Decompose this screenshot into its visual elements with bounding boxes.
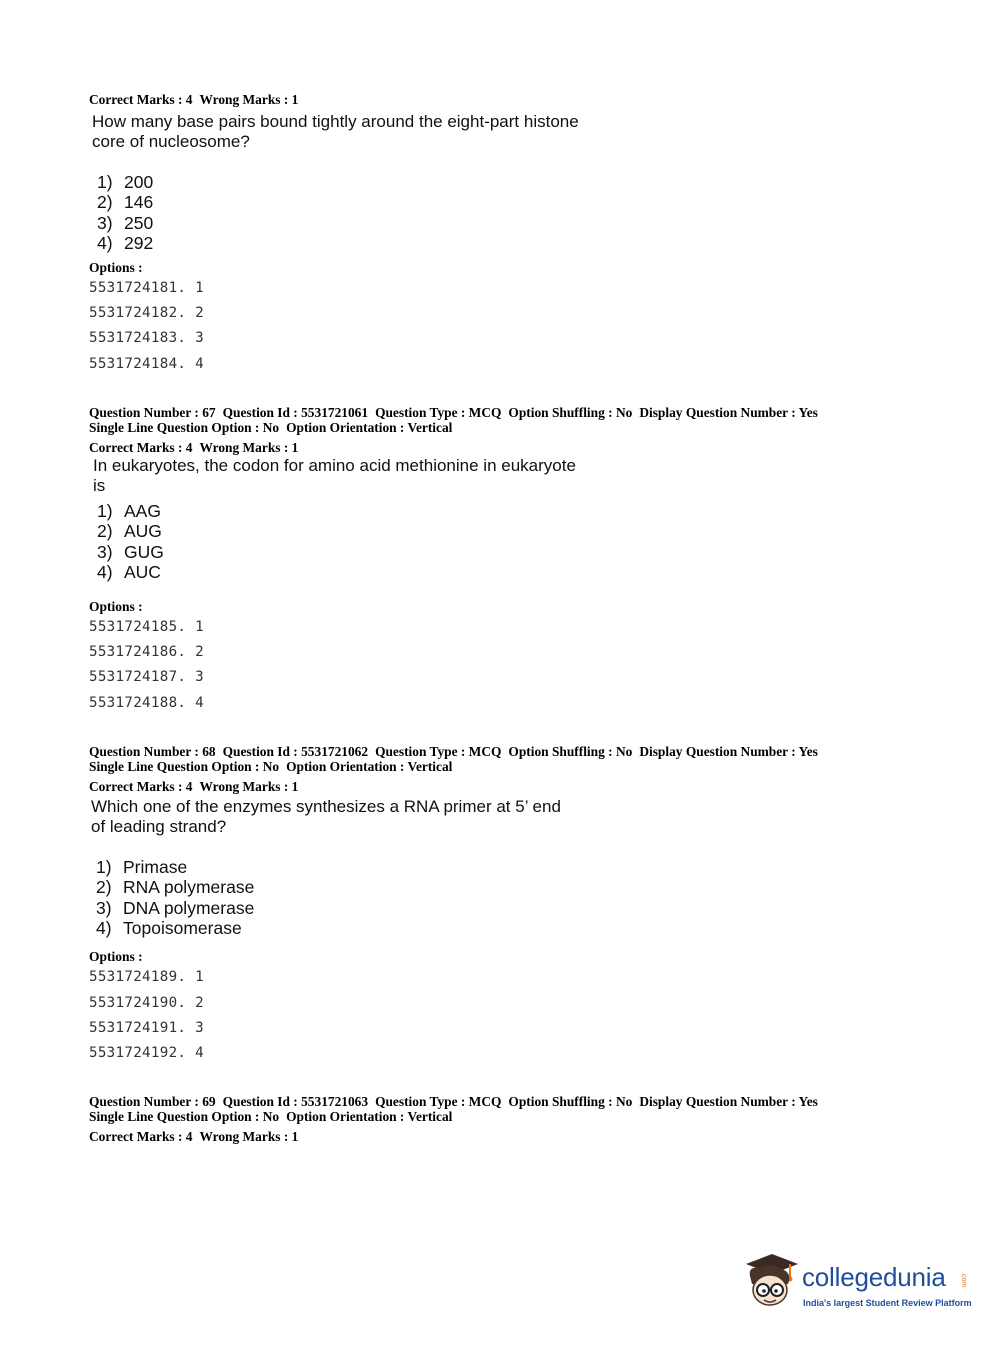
option-index: 1	[195, 280, 204, 296]
choice-item	[97, 233, 153, 253]
q67-choices	[97, 501, 164, 583]
choice-item	[96, 857, 254, 877]
option-index: 4	[195, 1045, 204, 1061]
correct-marks: Correct Marks : 4	[89, 1129, 193, 1144]
question-line: Which one of the enzymes synthesizes a RNA primer at 5’ end	[91, 797, 561, 816]
question-id: Question Id : 5531721061	[222, 405, 369, 420]
display-question-number: Display Question Number : Yes	[639, 1094, 818, 1109]
option-id: 5531724189 .	[89, 969, 195, 985]
question-line: In eukaryotes, the codon for amino acid methionine in eukaryote	[93, 456, 576, 475]
options-heading: Options :	[89, 599, 143, 614]
q66-question-text	[92, 112, 579, 152]
option-index: 1	[195, 969, 204, 985]
option-id-line	[89, 695, 204, 711]
display-question-number: Display Question Number : Yes	[639, 744, 818, 759]
q68-question-text	[91, 797, 561, 837]
choice-label: Topoisomerase	[123, 918, 242, 939]
option-id: 5531724192 .	[89, 1045, 195, 1061]
choice-item	[97, 172, 153, 192]
choice-number: 4)	[96, 918, 112, 939]
q68-choices	[96, 857, 254, 939]
question-line: is	[93, 476, 106, 495]
choice-number: 3)	[96, 897, 112, 918]
option-id-line	[89, 995, 204, 1011]
q67-question-text	[93, 456, 576, 496]
choice-item	[97, 542, 164, 562]
q69-header-line2	[89, 1109, 452, 1124]
choice-label: AAG	[124, 501, 161, 521]
question-line: core of nucleosome?	[92, 132, 250, 151]
option-id: 5531724187 .	[89, 669, 195, 685]
question-number: Question Number : 68	[89, 744, 216, 759]
option-id: 5531724188 .	[89, 695, 195, 711]
q68-marks	[89, 779, 298, 794]
choice-number: 2)	[96, 877, 112, 898]
choice-label: 200	[124, 172, 154, 192]
q67-header-line2	[89, 420, 452, 435]
choice-item	[96, 918, 254, 938]
q67-header	[89, 405, 818, 420]
option-id: 5531724191 .	[89, 1020, 195, 1036]
choice-label: 292	[124, 233, 154, 254]
correct-marks: Correct Marks : 4	[89, 92, 193, 107]
choice-label: 146	[124, 192, 154, 213]
wrong-marks: Wrong Marks : 1	[199, 1129, 299, 1144]
option-shuffling: Option Shuffling : No	[508, 744, 633, 759]
single-line-option: Single Line Question Option : No	[89, 759, 280, 774]
wrong-marks: Wrong Marks : 1	[199, 92, 299, 107]
choice-label: Primase	[123, 857, 188, 877]
option-index: 4	[195, 356, 204, 372]
option-index: 4	[195, 695, 204, 711]
option-id: 5531724185 .	[89, 619, 195, 635]
choice-number: 2)	[97, 521, 113, 542]
brand-tagline: India's largest Student Review Platform	[803, 1298, 972, 1308]
option-id: 5531724184 .	[89, 356, 195, 372]
option-id: 5531724182 .	[89, 305, 195, 321]
wrong-marks: Wrong Marks : 1	[199, 779, 299, 794]
option-id: 5531724190 .	[89, 995, 195, 1011]
option-id-line	[89, 644, 204, 660]
mascot-icon	[742, 1250, 802, 1312]
choice-number: 1)	[96, 857, 112, 877]
choice-item	[97, 501, 164, 521]
q68-header	[89, 744, 818, 759]
choice-label: AUC	[124, 562, 161, 583]
option-index: 3	[195, 1020, 204, 1036]
option-id-line	[89, 305, 204, 321]
option-id-line	[89, 1020, 204, 1036]
option-id-line	[89, 669, 204, 685]
choice-number: 4)	[97, 233, 113, 254]
choice-number: 1)	[97, 172, 113, 192]
q68-header-line2	[89, 759, 452, 774]
wrong-marks: Wrong Marks : 1	[199, 440, 299, 455]
brand-name: collegedunia	[802, 1262, 946, 1292]
choice-label: GUG	[124, 541, 164, 562]
choice-number: 4)	[97, 562, 113, 583]
options-heading: Options :	[89, 949, 143, 964]
choice-label: DNA polymerase	[123, 897, 255, 918]
choice-item	[97, 521, 164, 541]
single-line-option: Single Line Question Option : No	[89, 420, 280, 435]
question-number: Question Number : 69	[89, 1094, 216, 1109]
q69-header	[89, 1094, 818, 1109]
option-index: 2	[195, 644, 204, 660]
option-index: 3	[195, 330, 204, 346]
option-shuffling: Option Shuffling : No	[508, 405, 633, 420]
option-id: 5531724186 .	[89, 644, 195, 660]
option-id: 5531724183 .	[89, 330, 195, 346]
option-id-line	[89, 969, 204, 985]
choice-item	[97, 562, 164, 582]
choice-number: 3)	[97, 541, 113, 562]
question-number: Question Number : 67	[89, 405, 216, 420]
single-line-option: Single Line Question Option : No	[89, 1109, 280, 1124]
choice-number: 3)	[97, 212, 113, 233]
q66-marks	[89, 92, 298, 107]
q66-choices	[97, 172, 153, 254]
question-type: Question Type : MCQ	[375, 1094, 502, 1109]
option-id-line	[89, 280, 204, 296]
option-orientation: Option Orientation : Vertical	[286, 759, 453, 774]
choice-item	[96, 877, 254, 897]
choice-item	[97, 192, 153, 212]
choice-label: RNA polymerase	[123, 877, 255, 898]
option-id-line	[89, 1045, 204, 1061]
choice-number: 2)	[97, 192, 113, 213]
question-type: Question Type : MCQ	[375, 744, 502, 759]
choice-label: 250	[124, 212, 154, 233]
correct-marks: Correct Marks : 4	[89, 779, 193, 794]
option-id: 5531724181 .	[89, 280, 195, 296]
choice-item	[97, 213, 153, 233]
collegedunia-logo	[742, 1250, 972, 1320]
correct-marks: Correct Marks : 4	[89, 440, 193, 455]
option-index: 2	[195, 305, 204, 321]
question-type: Question Type : MCQ	[375, 405, 502, 420]
option-id-line	[89, 619, 204, 635]
choice-number: 1)	[97, 501, 113, 521]
option-orientation: Option Orientation : Vertical	[286, 1109, 453, 1124]
display-question-number: Display Question Number : Yes	[639, 405, 818, 420]
options-heading: Options :	[89, 260, 143, 275]
option-shuffling: Option Shuffling : No	[508, 1094, 633, 1109]
option-id-line	[89, 330, 204, 346]
option-index: 2	[195, 995, 204, 1011]
option-index: 1	[195, 619, 204, 635]
brand-tld: .com	[960, 1272, 967, 1288]
choice-item	[96, 898, 254, 918]
question-line: How many base pairs bound tightly around the eight-part histone	[92, 112, 579, 131]
option-id-line	[89, 356, 204, 372]
question-line: of leading strand?	[91, 817, 227, 836]
question-id: Question Id : 5531721062	[222, 744, 369, 759]
q69-marks	[89, 1129, 298, 1144]
q67-marks	[89, 440, 298, 455]
option-orientation: Option Orientation : Vertical	[286, 420, 453, 435]
choice-label: AUG	[124, 521, 162, 542]
question-id: Question Id : 5531721063	[222, 1094, 369, 1109]
option-index: 3	[195, 669, 204, 685]
